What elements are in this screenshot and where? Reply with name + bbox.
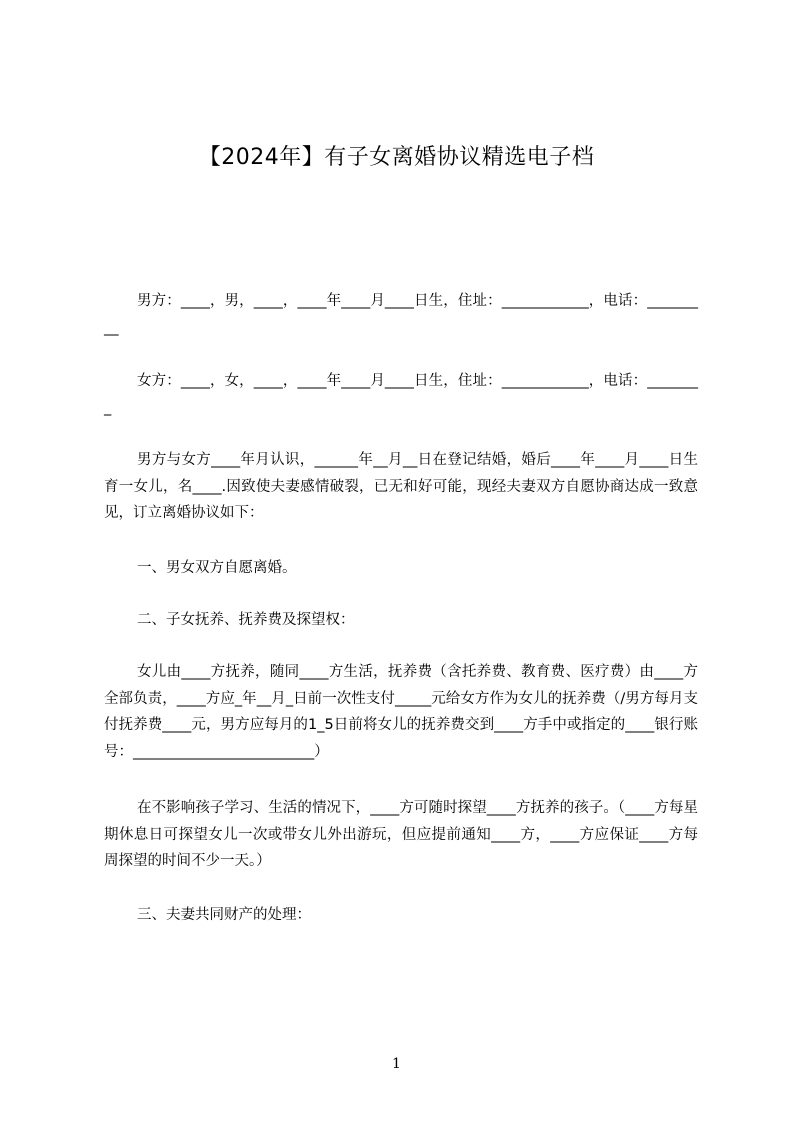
section-one-heading: 一、男女双方自愿离婚。 [137, 560, 297, 576]
female-party-paragraph: 女方：____，女，____，____年____月____日生，住址：____________，电话：________ [104, 373, 698, 416]
visitation-paragraph: 在不影响孩子学习、生活的情况下，____方可随时探望____方抚养的孩子。（____方每星期休息日可探望女儿一次或带女儿外出游玩，但应提前通知____方，____方应保证____方每周探望的时间不少一天。） [104, 800, 698, 869]
custody-paragraph: 女儿由____方抚养，随同____方生活，抚养费（含托养费、教育费、医疗费）由____方全部负责，____方应_年__月_日前一次性支付_____元给女方作为女儿的抚养费（/男方每月支付抚养费____元，男方应每月的1_5日前将女儿的抚养费交到____方手中或指定的____银行账号：_________________________） [104, 664, 698, 760]
section-two-heading: 二、子女抚养、抚养费及探望权： [137, 612, 355, 628]
male-party-paragraph: 男方：____，男，____，____年____月____日生，住址：____________，电话：_________ [104, 293, 698, 336]
page-number: 1 [392, 1056, 401, 1072]
section-three-heading: 三、夫妻共同财产的处理： [137, 907, 311, 923]
background-paragraph: 男方与女方____年月认识，______年__月__日在登记结婚，婚后____年____月____日生育一女儿，名____.因致使夫妻感情破裂，已无和好可能，现经夫妻双方自愿协商达成一致意见，订立离婚协议如下： [104, 452, 698, 521]
document-title: 【2024年】有子女离婚协议精选电子档 [198, 145, 595, 170]
